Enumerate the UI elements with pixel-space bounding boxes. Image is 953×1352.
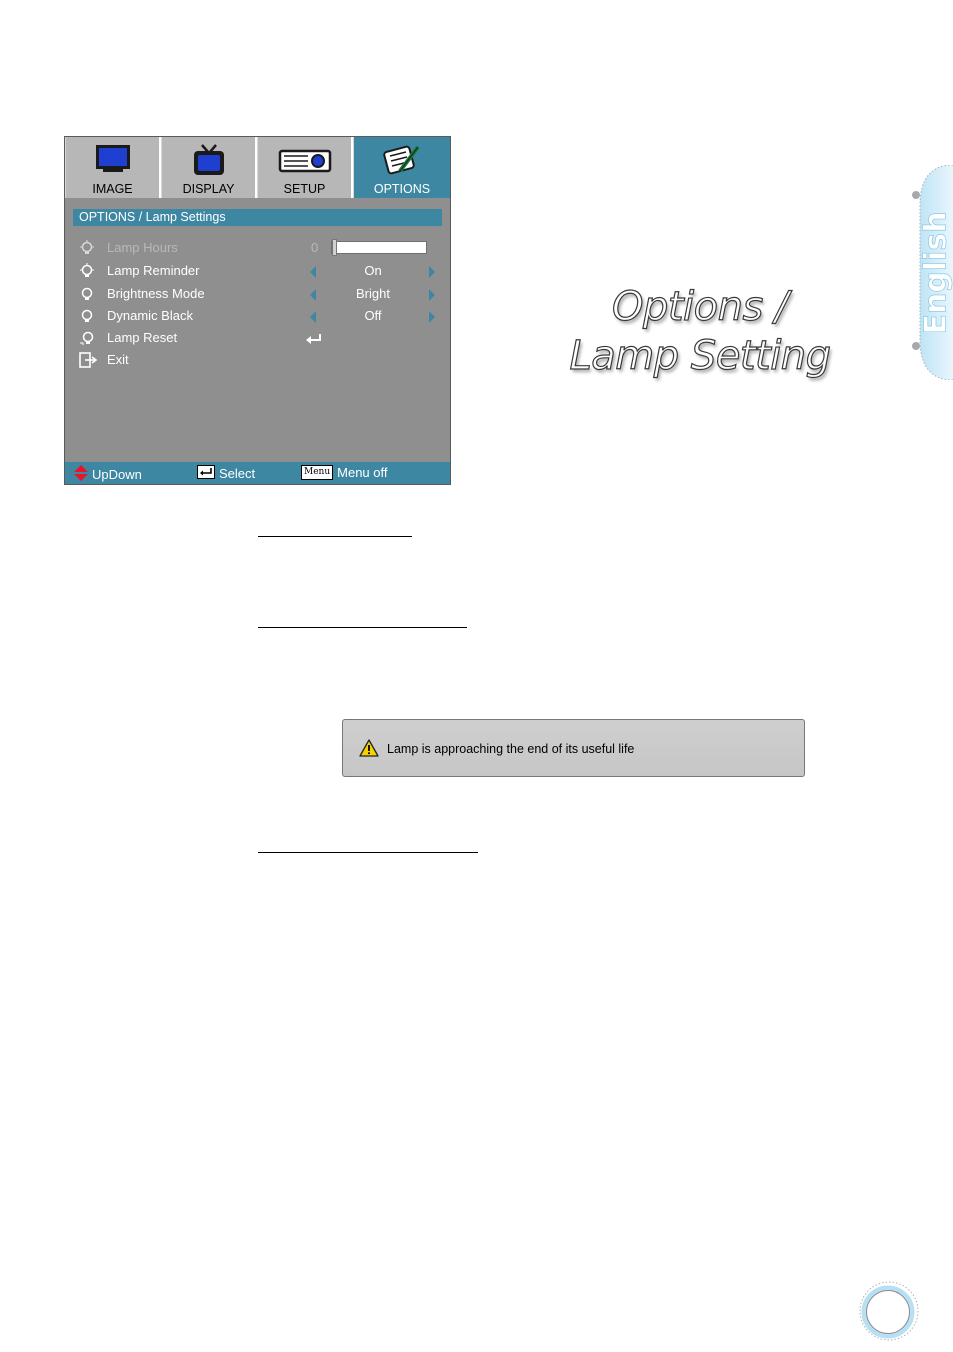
tab-setup[interactable] [257,137,353,198]
menu-item-exit[interactable] [65,349,450,371]
display-icon [189,143,229,182]
lamp-hours-label: Lamp Hours [107,240,178,255]
tab-options[interactable] [353,137,450,198]
arrow-right-icon[interactable] [429,266,435,278]
footer-select-label: Select [219,466,256,481]
menu-item-lamp-reminder[interactable] [65,260,450,282]
warning-message: Lamp is approaching the end of its useful life [387,742,635,756]
lamp-icon [79,263,95,284]
lamp-icon [79,240,95,261]
dynamic-black-value: Off [364,308,382,323]
exit-label: Exit [107,352,129,367]
enter-icon[interactable] [305,332,323,350]
language-label: English [918,211,953,335]
breadcrumb: OPTIONS / Lamp Settings [73,209,442,226]
slider-knob [332,239,337,256]
menu-item-lamp-reset[interactable] [65,327,450,349]
lamp-reminder-label: Lamp Reminder [107,263,200,278]
lamp-warning-dialog [342,719,805,777]
lamp-reset-icon [79,330,97,351]
tab-display[interactable] [161,137,257,198]
tab-image[interactable] [65,137,161,198]
lamp-hours-value: 0 [311,240,319,255]
tab-display-label: DISPLAY [182,182,235,196]
tab-image-label: IMAGE [92,182,133,196]
footer-select [197,465,255,482]
arrow-right-icon[interactable] [429,311,435,323]
section-title [540,283,860,381]
image-icon [93,143,133,180]
enter-icon [197,465,215,482]
arrow-right-icon[interactable] [429,289,435,301]
warning-icon [359,739,379,762]
brightness-mode-label: Brightness Mode [107,286,205,301]
osd-menu [64,136,451,485]
section-title-line1: Options / [611,284,789,330]
footer-updown [74,465,142,484]
menu-key-icon: Menu [301,465,333,480]
language-tab [910,165,953,380]
osd-footer [65,462,450,484]
menu-item-lamp-hours [65,237,450,259]
heading-underline [258,627,467,628]
exit-icon [79,352,97,373]
page-number-badge [855,1280,921,1346]
setup-icon [278,143,332,180]
heading-underline [258,852,478,853]
arrow-left-icon[interactable] [310,289,316,301]
lamp-hours-slider [331,241,427,254]
bulb-icon [79,286,95,307]
osd-tabs [65,137,450,198]
dynamic-black-label: Dynamic Black [107,308,193,323]
section-title-line2: Lamp Setting [569,333,831,379]
heading-underline [258,536,412,537]
tab-options-label: OPTIONS [373,182,431,196]
updown-icon [74,465,88,484]
footer-menu-off-label: Menu off [337,465,388,480]
footer-updown-label: UpDown [92,467,142,482]
menu-item-dynamic-black[interactable] [65,305,450,327]
tab-setup-label: SETUP [283,182,326,196]
arrow-left-icon[interactable] [310,266,316,278]
bulb-icon [79,308,95,329]
footer-menu-off [301,465,388,480]
lamp-reset-label: Lamp Reset [107,330,178,345]
menu-item-brightness-mode[interactable] [65,283,450,305]
arrow-left-icon[interactable] [310,311,316,323]
options-icon [380,143,424,184]
lamp-reminder-value: On [364,263,382,278]
brightness-mode-value: Bright [356,286,390,301]
